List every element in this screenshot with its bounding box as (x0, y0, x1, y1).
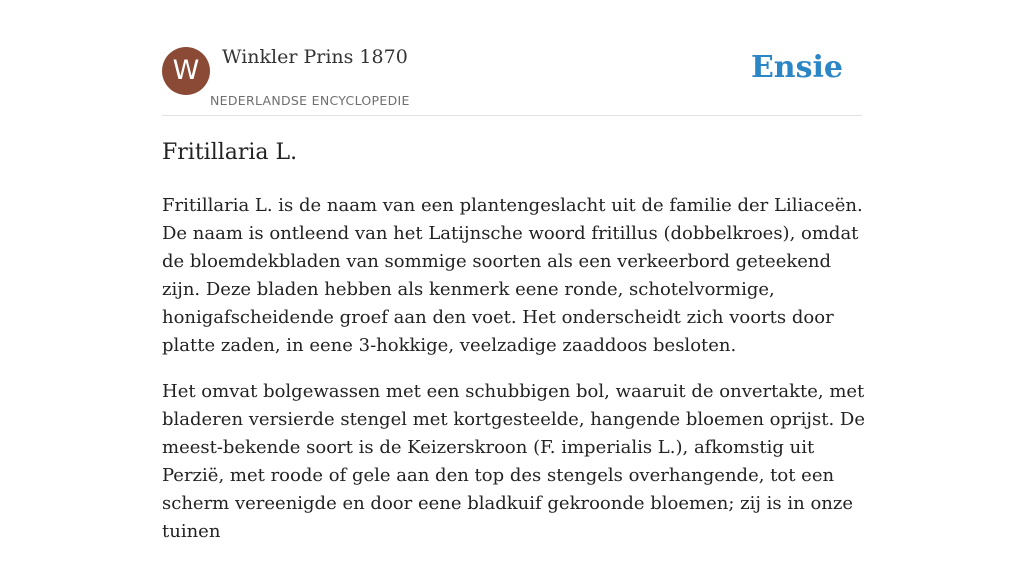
article-body (162, 192, 867, 564)
article-paragraph: Fritillaria L. is de naam van een plantengeslacht uit de familie der Liliaceën. De naam is ontleend van het Latijnsche woord fritillus (dobbelkroes), omdat de bloemdekbladen van sommige soorten als een verkeerbord geteekend zijn. Deze bladen hebben als kenmerk eene ronde, schotelvormige, honigafscheidende groef aan den voet. Het onderscheidt zich voorts door platte zaden, in eene 3-hokkige, veelzadige zaaddoos besloten. (162, 195, 863, 356)
source-name[interactable]: Winkler Prins 1870 (222, 46, 408, 68)
article-title: Fritillaria L. (162, 140, 298, 165)
entry-header (162, 46, 862, 116)
article-paragraph: Het omvat bolgewassen met een schubbigen bol, waaruit de onvertakte, met bladeren versierde stengel met kortgesteelde, hangende bloemen oprijst. De meest-bekende soort is de Keizerskroon (F. imperialis L.), afkomstig uit Perzië, met roode of gele aan den top des stengels overhangende, tot een scherm vereenigde en door eene bladkuif gekroonde bloemen; zij is in onze tuinen (162, 381, 865, 542)
ensie-logo[interactable]: Ensie (750, 50, 843, 85)
source-subtitle: NEDERLANDSE ENCYCLOPEDIE (210, 93, 410, 108)
source-avatar[interactable]: W (162, 47, 210, 95)
